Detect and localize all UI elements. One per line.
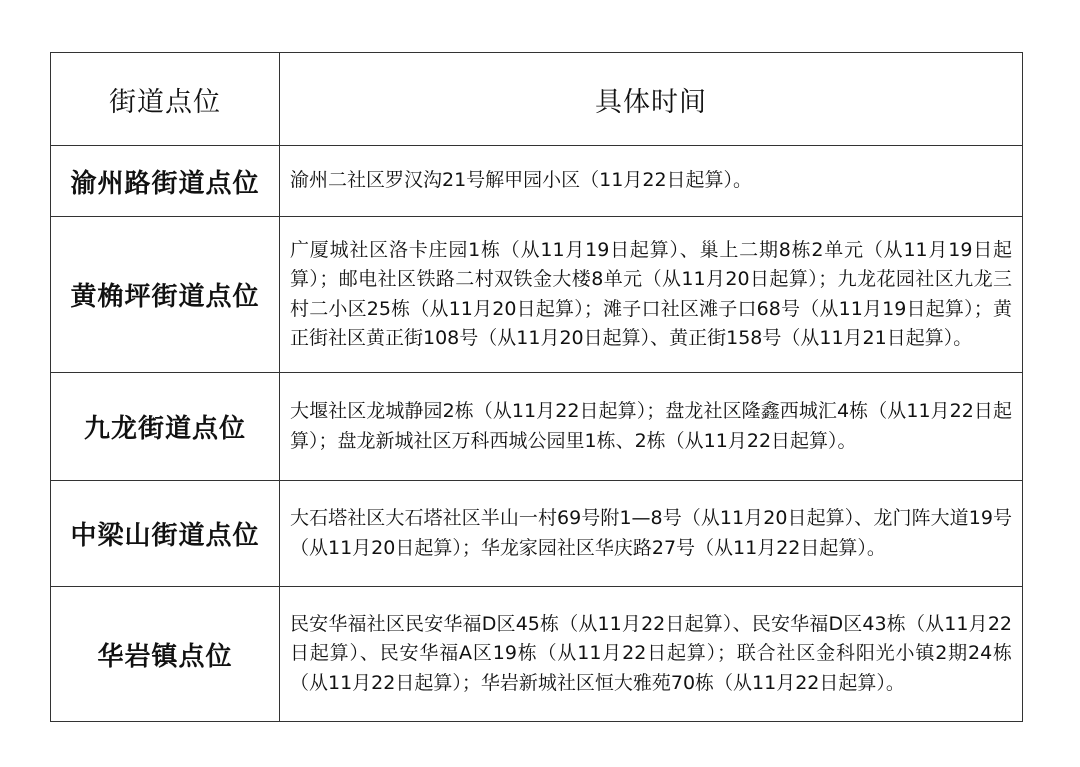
- details-cell: 大堰社区龙城静园2栋（从11月22日起算）；盘龙社区隆鑫西城汇4栋（从11月22日起算）；盘龙新城社区万科西城公园里1栋、2栋（从11月22日起算）。: [280, 373, 1023, 481]
- table-row: [51, 587, 1023, 722]
- details-cell: 民安华福社区民安华福D区45栋（从11月22日起算）、民安华福D区43栋（从11月22日起算）、民安华福A区19栋（从11月22日起算）；联合社区金科阳光小镇2期24栋（从11月22日起算）；华岩新城社区恒大雅苑70栋（从11月22日起算）。: [280, 587, 1023, 722]
- location-cell: 华岩镇点位: [51, 587, 280, 722]
- location-cell: 九龙街道点位: [51, 373, 280, 481]
- location-cell: 渝州路街道点位: [51, 146, 280, 217]
- details-cell: 广厦城社区洛卡庄园1栋（从11月19日起算）、巢上二期8栋2单元（从11月19日起算）；邮电社区铁路二村双铁金大楼8单元（从11月20日起算）；九龙花园社区九龙三村二小区25栋（从11月20日起算）；滩子口社区滩子口68号（从11月19日起算）；黄正街社区黄正街108号（从11月20日起算）、黄正街158号（从11月21日起算）。: [280, 217, 1023, 373]
- location-cell: 中梁山街道点位: [51, 481, 280, 587]
- table-row: [51, 217, 1023, 373]
- table-row: [51, 146, 1023, 217]
- table-row: [51, 373, 1023, 481]
- location-cell: 黄桷坪街道点位: [51, 217, 280, 373]
- table-row: [51, 481, 1023, 587]
- header-time: 具体时间: [280, 53, 1023, 146]
- table-header-row: [51, 53, 1023, 146]
- locations-table: [50, 52, 1023, 722]
- details-cell: 大石塔社区大石塔社区半山一村69号附1—8号（从11月20日起算）、龙门阵大道19号（从11月20日起算）；华龙家园社区华庆路27号（从11月22日起算）。: [280, 481, 1023, 587]
- header-location: 街道点位: [51, 53, 280, 146]
- details-cell: 渝州二社区罗汉沟21号解甲园小区（11月22日起算）。: [280, 146, 1023, 217]
